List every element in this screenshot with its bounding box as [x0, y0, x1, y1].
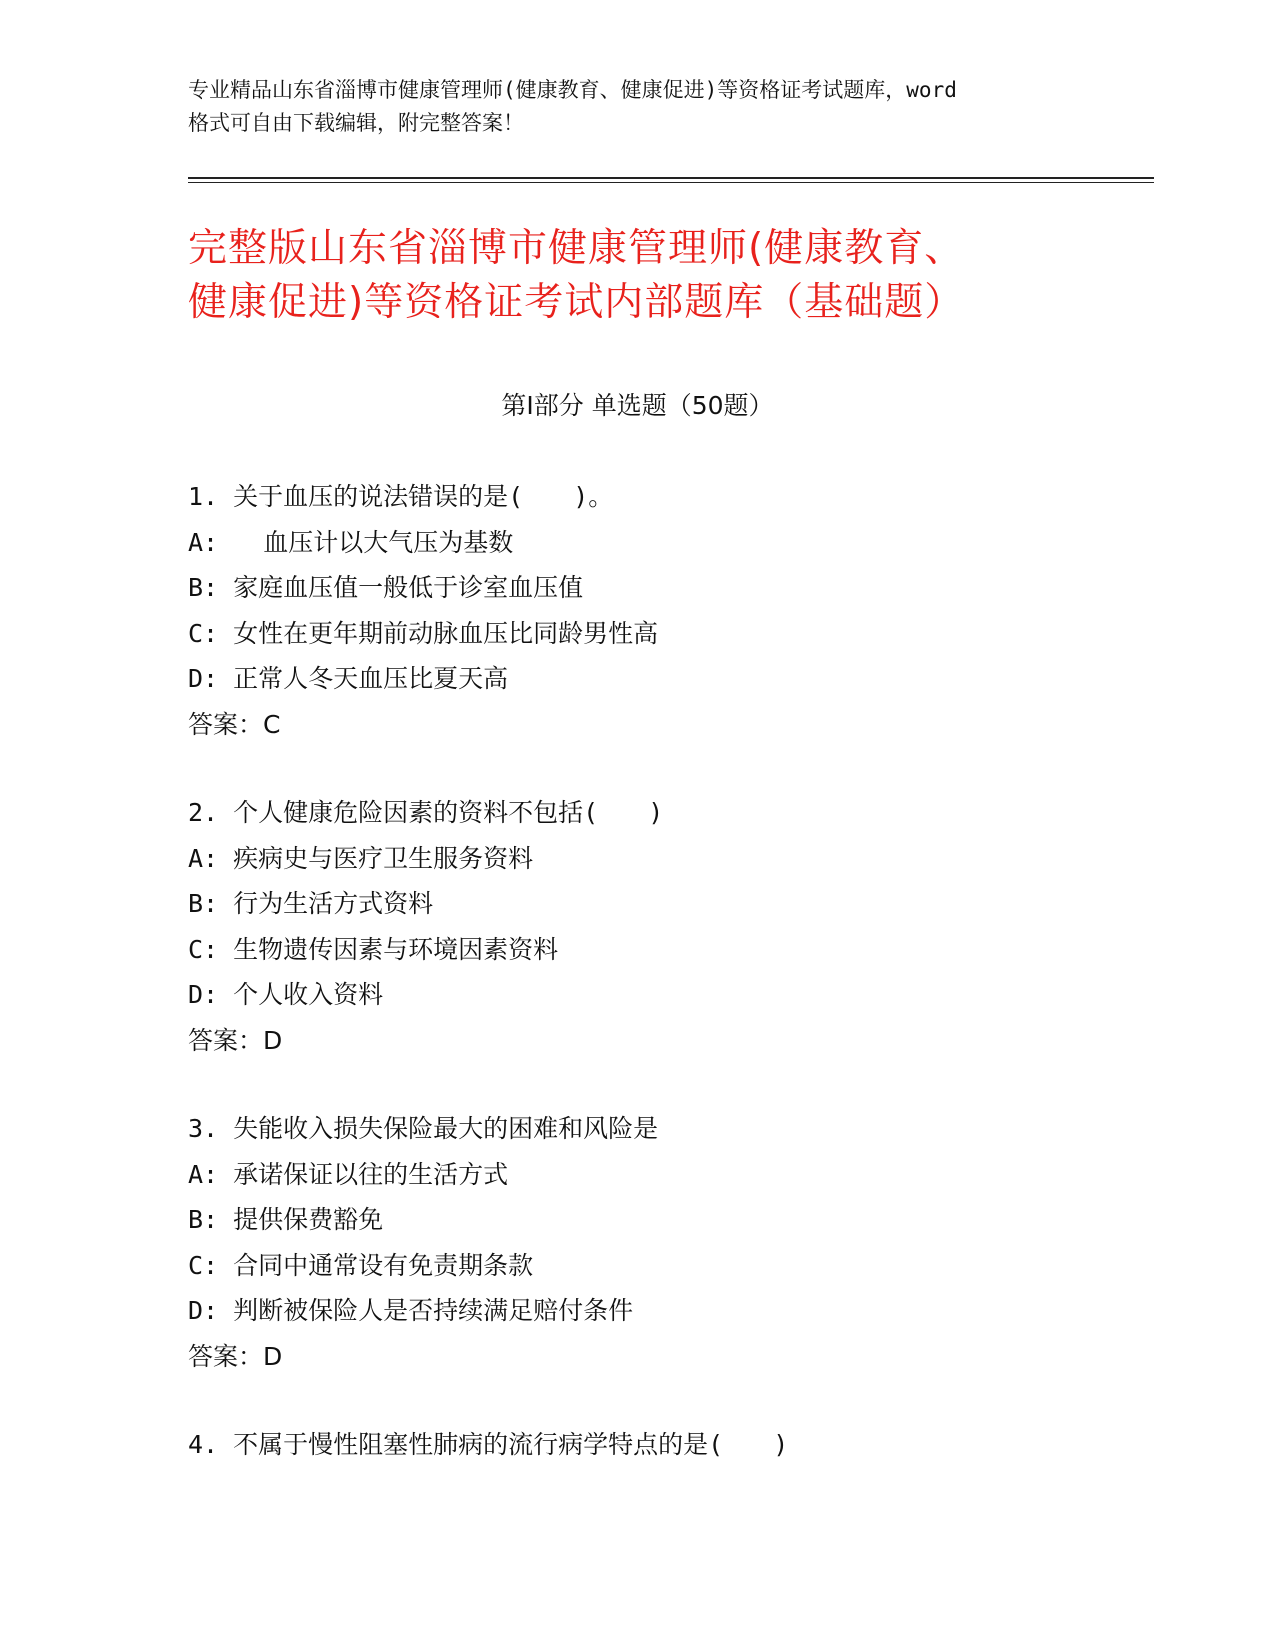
- option-text: 判断被保险人是否持续满足赔付条件: [233, 1296, 634, 1325]
- option-b: [188, 1197, 1148, 1243]
- document-title: [188, 222, 1088, 330]
- document-title-line-2: 健康促进)等资格证考试内部题库（基础题）: [188, 280, 965, 325]
- option-a: [188, 836, 1148, 882]
- option-text: 个人收入资料: [233, 980, 384, 1009]
- option-text: 疾病史与医疗卫生服务资料: [233, 843, 534, 873]
- question-2: [188, 790, 1148, 1063]
- option-label: A:: [188, 843, 219, 873]
- option-d: [188, 1288, 1148, 1334]
- answer-value: C: [263, 709, 281, 739]
- question-text: 个人健康危险因素的资料不包括( ): [233, 798, 664, 827]
- option-text: 行为生活方式资料: [233, 889, 434, 918]
- option-label: C:: [188, 1250, 219, 1280]
- answer-value: D: [263, 1025, 283, 1055]
- answer-line: [188, 1334, 1148, 1380]
- answer-line: [188, 702, 1148, 748]
- question-stem: [188, 790, 1148, 836]
- option-label: D:: [188, 980, 219, 1009]
- option-text: 血压计以大气压为基数: [233, 527, 514, 557]
- option-a: [188, 1152, 1148, 1198]
- option-label: D:: [188, 1296, 219, 1325]
- option-d: [188, 656, 1148, 702]
- page-header: [188, 74, 1088, 140]
- option-text: 女性在更年期前动脉血压比同龄男性高: [233, 618, 659, 648]
- question-list: [188, 474, 1148, 1511]
- question-4: [188, 1422, 1148, 1468]
- question-3: [188, 1106, 1148, 1379]
- question-text: 不属于慢性阻塞性肺病的流行病学特点的是( ): [233, 1430, 789, 1459]
- answer-prefix: 答案：: [188, 1025, 264, 1055]
- option-label: A:: [188, 527, 219, 557]
- option-label: B:: [188, 889, 219, 918]
- answer-prefix: 答案：: [188, 1341, 264, 1371]
- question-stem: [188, 474, 1148, 520]
- document-title-line-1: 完整版山东省淄博市健康管理师(健康教育、: [188, 226, 965, 271]
- option-c: [188, 1243, 1148, 1289]
- answer-prefix: 答案：: [188, 709, 264, 739]
- option-text: 家庭血压值一般低于诊室血压值: [233, 573, 584, 602]
- header-rule-thick: [188, 177, 1154, 179]
- option-label: B:: [188, 573, 219, 602]
- option-text: 承诺保证以往的生活方式: [233, 1159, 509, 1189]
- option-c: [188, 927, 1148, 973]
- option-label: C:: [188, 618, 219, 648]
- header-line-2: 格式可自由下载编辑，附完整答案！: [188, 111, 524, 135]
- question-number: 2.: [188, 798, 219, 827]
- header-rule-thin: [188, 182, 1154, 183]
- question-stem: [188, 1422, 1148, 1468]
- option-b: [188, 881, 1148, 927]
- question-number: 3.: [188, 1114, 219, 1143]
- option-text: 合同中通常设有免责期条款: [233, 1250, 534, 1280]
- option-d: [188, 972, 1148, 1018]
- option-b: [188, 565, 1148, 611]
- answer-line: [188, 1018, 1148, 1064]
- question-1: [188, 474, 1148, 747]
- section-heading: 第Ⅰ部分 单选题（50题）: [501, 391, 774, 420]
- question-stem: [188, 1106, 1148, 1152]
- question-number: 1.: [188, 482, 219, 511]
- question-text: 失能收入损失保险最大的困难和风险是: [233, 1114, 659, 1143]
- option-label: B:: [188, 1205, 219, 1234]
- option-text: 生物遗传因素与环境因素资料: [233, 934, 559, 964]
- option-a: [188, 520, 1148, 566]
- option-c: [188, 611, 1148, 657]
- option-label: D:: [188, 664, 219, 693]
- option-text: 正常人冬天血压比夏天高: [233, 664, 509, 693]
- option-text: 提供保费豁免: [233, 1205, 384, 1234]
- header-line-1: 专业精品山东省淄博市健康管理师(健康教育、健康促进)等资格证考试题库，word: [188, 78, 957, 102]
- question-text: 关于血压的说法错误的是( )。: [233, 482, 614, 511]
- option-label: A:: [188, 1159, 219, 1189]
- option-label: C:: [188, 934, 219, 964]
- question-number: 4.: [188, 1430, 219, 1459]
- answer-value: D: [263, 1341, 283, 1371]
